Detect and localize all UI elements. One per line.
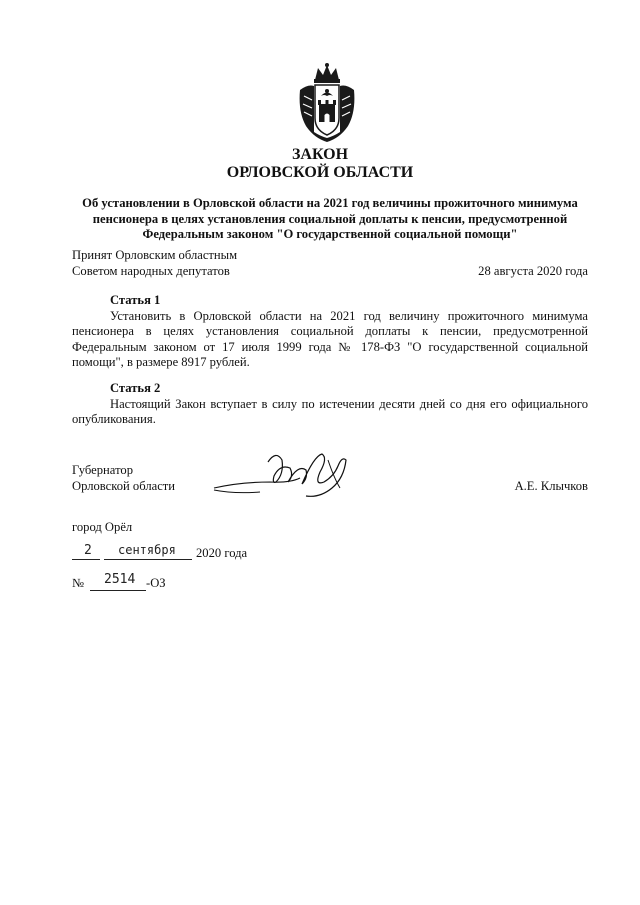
- article-2: [72, 381, 588, 428]
- article-text: Настоящий Закон вступает в силу по истечении десяти дней со дня его официального опубликования.: [72, 396, 588, 426]
- document-type: ЗАКОН: [291, 146, 349, 163]
- subject-line: Федеральным законом "О государственной социальной помощи": [142, 227, 518, 241]
- signatory-title-line2: Орловской области: [72, 479, 176, 493]
- day-underline: [72, 559, 100, 560]
- signing-day: 2: [84, 543, 92, 558]
- signatory-title-line1: Губернатор: [72, 463, 133, 477]
- article-heading: Статья 1: [110, 293, 161, 307]
- coat-of-arms-icon: [296, 62, 358, 144]
- issuing-region: ОРЛОВСКОЙ ОБЛАСТИ: [226, 164, 414, 181]
- signatory-name: А.Е. Клычков: [514, 479, 588, 493]
- number-underline: [90, 590, 146, 591]
- city-of-signing: город Орёл: [72, 520, 133, 534]
- adoption-date: 28 августа 2020 года: [478, 264, 588, 278]
- subject-line: Об установлении в Орловской области на 2021 год величины прожиточного минимума: [82, 196, 578, 210]
- law-number-prefix: №: [72, 576, 85, 590]
- adopted-by-line2: Советом народных депутатов: [72, 264, 230, 278]
- law-number-suffix: -ОЗ: [146, 576, 166, 590]
- article-text: Установить в Орловской области на 2021 год величину прожиточного минимума пенсионера в целях установления социальной доплаты к пенсии, предусмотренной Федеральным законом от 17 июля 1999 года № 178-ФЗ "О государственной социальной помощи", в размере 8917 рублей.: [72, 308, 588, 369]
- article-1: [72, 293, 588, 371]
- adopted-by-line1: Принят Орловским областным: [72, 248, 238, 262]
- handwritten-signature-icon: [210, 448, 360, 510]
- signing-year: 2020 года: [196, 546, 248, 560]
- law-subject-title: [72, 196, 588, 243]
- subject-line: пенсионера в целях установления социальной доплаты к пенсии, предусмотренной: [92, 211, 568, 226]
- article-heading: Статья 2: [110, 381, 161, 395]
- month-underline: [104, 559, 192, 560]
- law-number: 2514: [104, 572, 136, 587]
- signing-month: сентября: [118, 543, 176, 557]
